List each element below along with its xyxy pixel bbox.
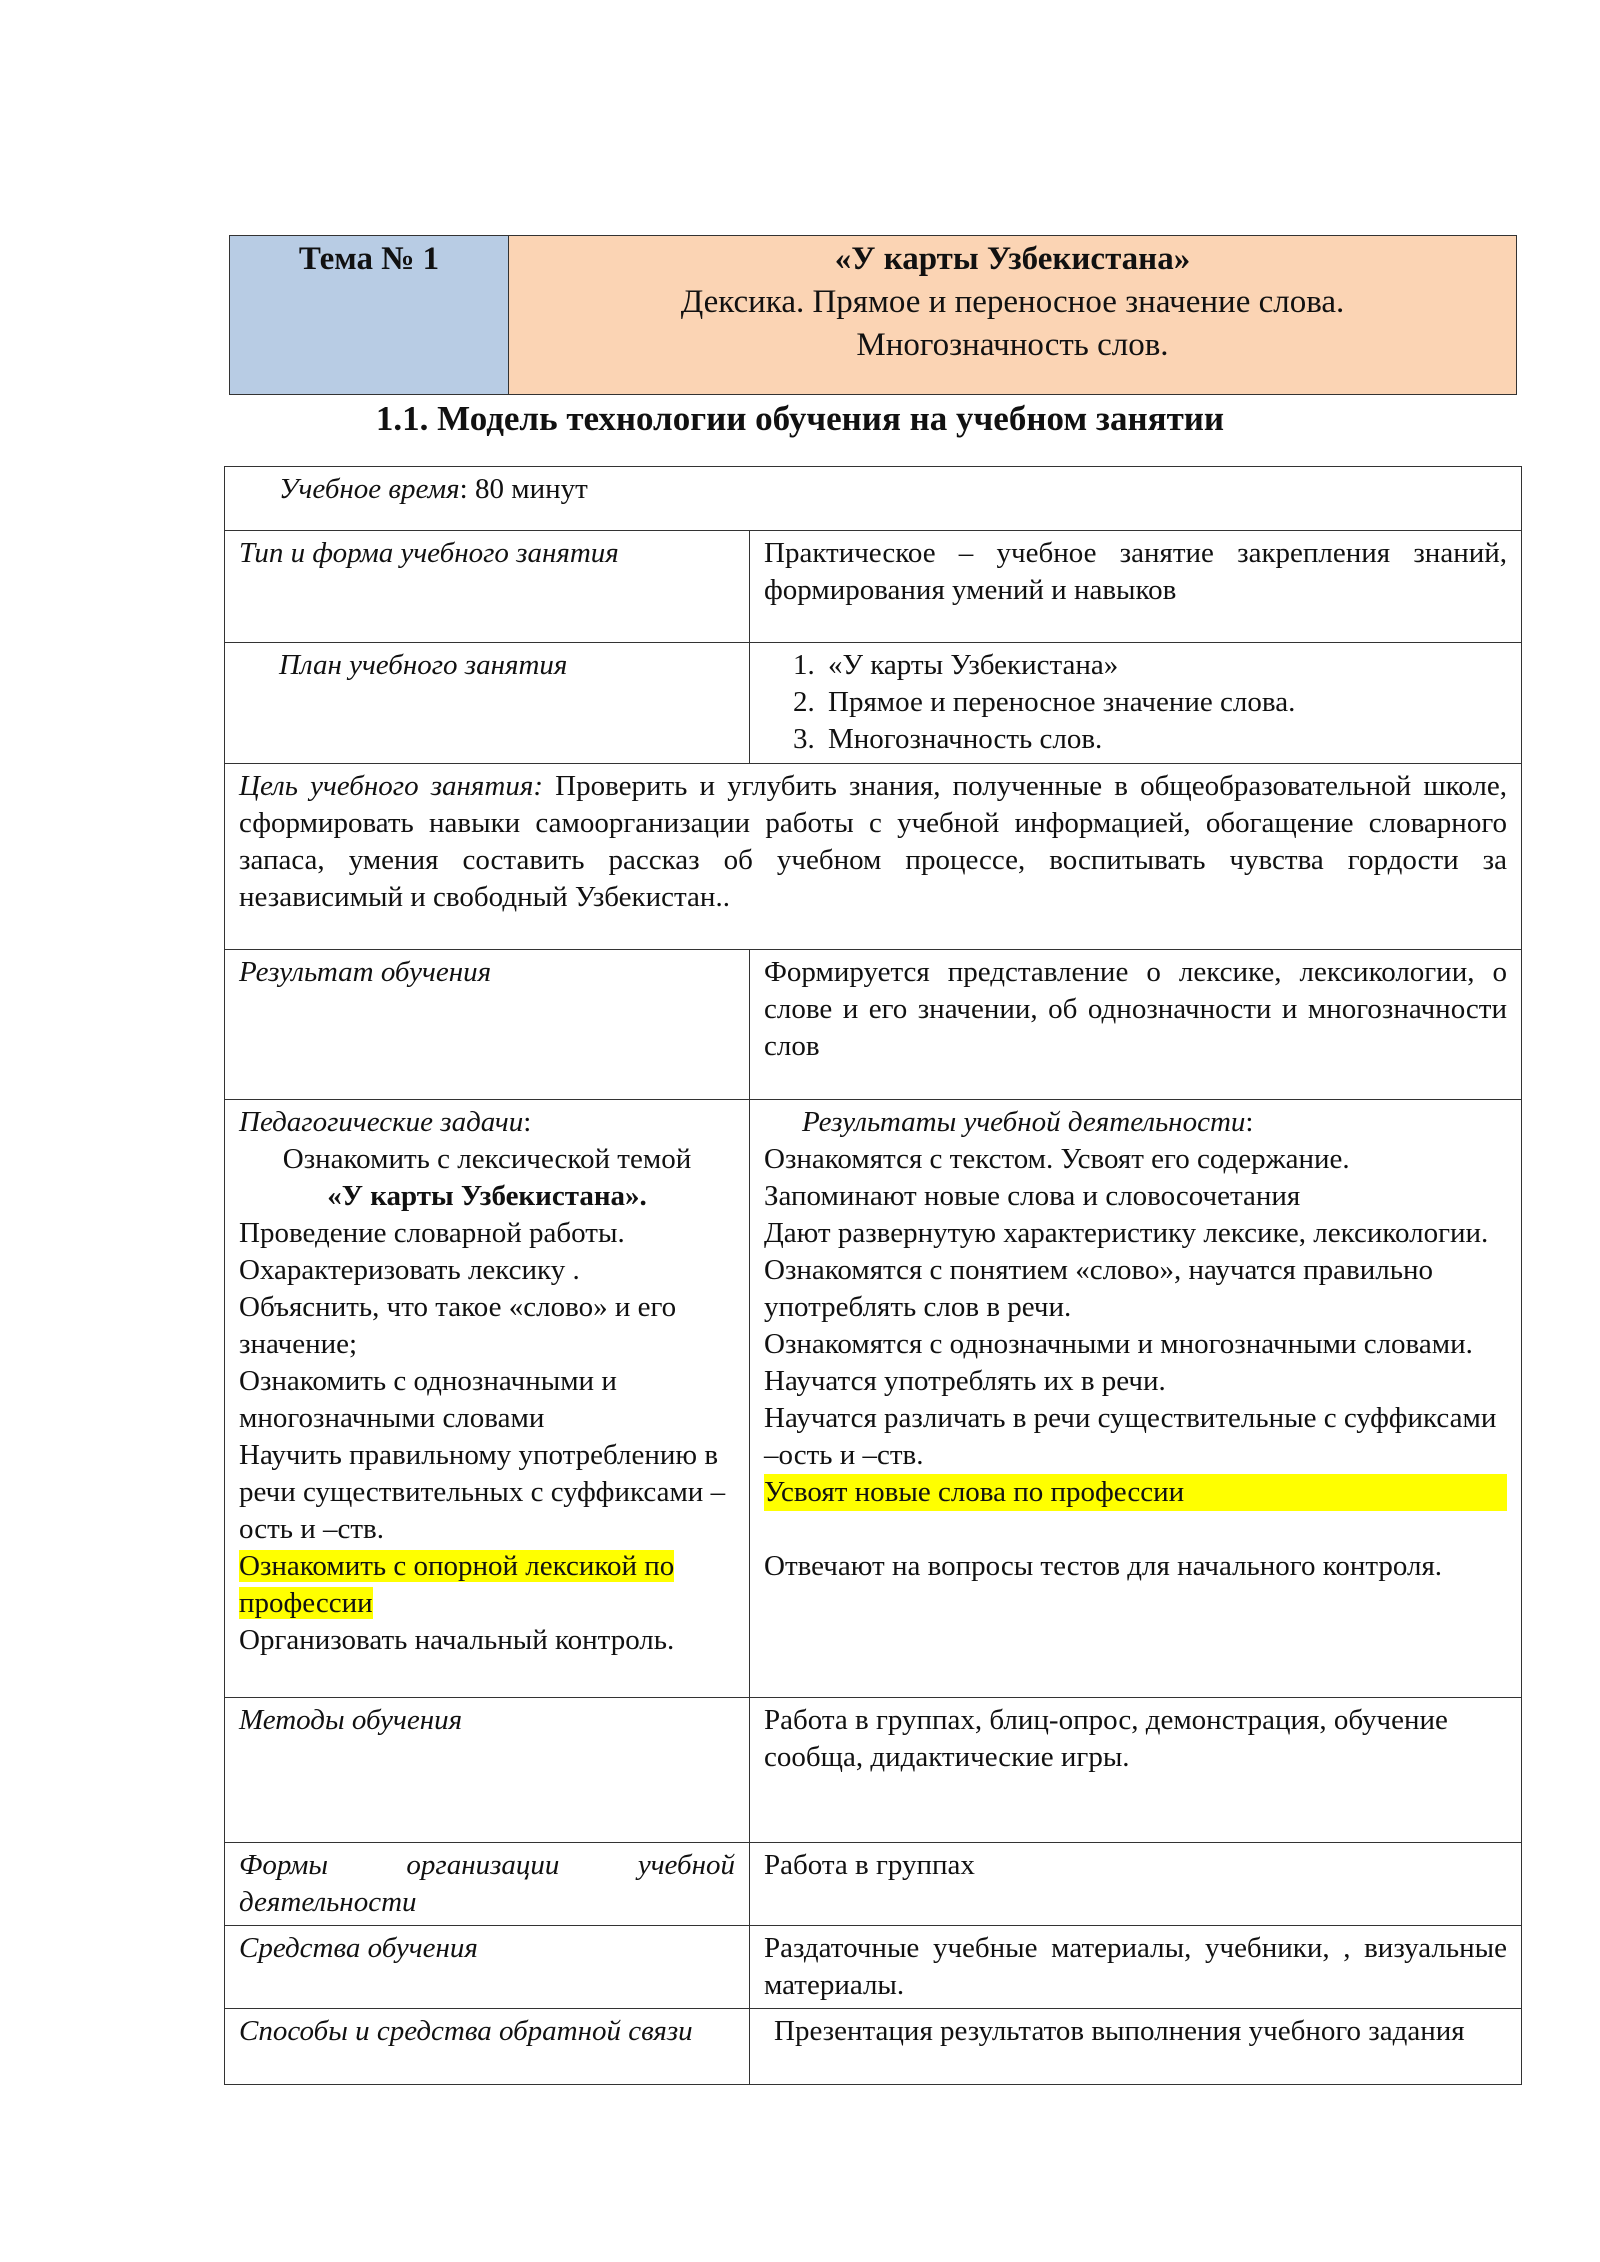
methods-value: Работа в группах, блиц-опрос, демонстрация, обучение сообща, дидактические игры. (750, 1698, 1522, 1843)
row-goal (225, 764, 1522, 950)
result-value: Формируется представление о лексике, лексикологии, о слове и его значении, об однозначности и многозначности слов (750, 950, 1522, 1100)
methods-label: Методы обучения (225, 1698, 750, 1843)
time-cell (225, 467, 1522, 531)
activity-results-last: Отвечают на вопросы тестов для начального контроля. (764, 1550, 1443, 1582)
feedback-label: Способы и средства обратной связи (225, 2009, 750, 2085)
plan-item: 2. Прямое и переносное значение слова. (822, 684, 1507, 721)
activity-result-item: Ознакомятся с текстом. Усвоят его содержание. (764, 1143, 1350, 1175)
result-label: Результат обучения (225, 950, 750, 1100)
tasks-item: Проведение словарной работы. (239, 1217, 625, 1249)
tasks-cell (225, 1100, 750, 1698)
topic-header (229, 235, 1517, 395)
activity-result-item: Ознакомятся с однозначными и многозначными словами. Научатся употреблять их в речи. (764, 1328, 1473, 1397)
tasks-label: Педагогические задачи (239, 1106, 524, 1138)
goal-text: Проверить и углубить знания, полученные в общеобразовательной школе, сформировать навыки самоорганизации работы с учебной информацией, обогащение словарного запаса, умения составить рассказ об учебном процессе, воспитывать чувства гордости за независимый и свободный Узбекистан.. (239, 770, 1507, 913)
forms-label-cell (225, 1843, 750, 1926)
forms-label-line1: Формы организации учебной (239, 1849, 735, 1881)
tasks-line2: «У карты Узбекистана». (327, 1180, 647, 1212)
activity-result-item: Дают развернутую характеристику лексике, лексикологии. (764, 1217, 1489, 1249)
tasks-item: Охарактеризовать лексику . (239, 1254, 580, 1286)
forms-label-line2: деятельности (239, 1886, 417, 1918)
means-label: Средства обучения (225, 1926, 750, 2009)
spacer (764, 1511, 1507, 1548)
time-value: : 80 минут (459, 473, 588, 505)
row-result (225, 950, 1522, 1100)
plan-item: 1. «У карты Узбекистана» (822, 647, 1507, 684)
topic-title: «У карты Узбекистана» (834, 241, 1191, 277)
type-form-value: Практическое – учебное занятие закрепления знаний, формирования умений и навыков (750, 531, 1522, 643)
activity-results-highlight: Усвоят новые слова по профессии (764, 1474, 1507, 1511)
row-methods (225, 1698, 1522, 1843)
activity-result-item: Ознакомятся с понятием «слово», научатся правильно употреблять слов в речи. (764, 1254, 1433, 1323)
means-value: Раздаточные учебные материалы, учебники, , визуальные материалы. (750, 1926, 1522, 2009)
row-plan (225, 643, 1522, 764)
time-label: Учебное время (279, 473, 460, 505)
activity-result-item: Научатся различать в речи существительные с суффиксами –ость и –ств. (764, 1402, 1497, 1471)
feedback-value: Презентация результатов выполнения учебного задания (750, 2009, 1522, 2085)
lesson-model-table (224, 466, 1522, 2085)
topic-number: Тема № 1 (230, 236, 509, 395)
topic-subtitle-line1: Дексика. Прямое и переносное значение слова. (680, 284, 1345, 320)
activity-result-item: Запоминают новые слова и словосочетания (764, 1180, 1301, 1212)
row-tasks (225, 1100, 1522, 1698)
tasks-item: Объяснить, что такое «слово» и его значение; (239, 1291, 677, 1360)
tasks-item: Ознакомить с однозначными и многозначными словами (239, 1365, 617, 1434)
row-time (225, 467, 1522, 531)
plan-item: 3. Многозначность слов. (822, 721, 1507, 758)
row-forms (225, 1843, 1522, 1926)
tasks-label-suffix: : (523, 1106, 532, 1138)
goal-cell (225, 764, 1522, 950)
activity-results-label: Результаты учебной деятельности (802, 1106, 1246, 1138)
type-form-label: Тип и форма учебного занятия (225, 531, 750, 643)
goal-label: Цель учебного занятия: (239, 770, 543, 802)
tasks-item: Научить правильному употреблению в речи существительных с суффиксами –ость и –ств. (239, 1439, 726, 1545)
plan-label: План учебного занятия (225, 643, 750, 764)
section-title: 1.1. Модель технологии обучения на учебном занятии (375, 399, 1225, 438)
forms-value: Работа в группах (750, 1843, 1522, 1926)
row-type-form (225, 531, 1522, 643)
plan-cell (750, 643, 1522, 764)
tasks-line1: Ознакомить с лексической темой (282, 1143, 692, 1175)
topic-description (509, 236, 1517, 395)
tasks-last: Организовать начальный контроль. (239, 1624, 675, 1656)
row-means (225, 1926, 1522, 2009)
topic-subtitle-line2: Многозначность слов. (856, 327, 1169, 363)
activity-results-label-suffix: : (1245, 1106, 1254, 1138)
tasks-highlight: Ознакомить с опорной лексикой по профессии (239, 1550, 675, 1619)
plan-list (764, 647, 1507, 758)
activity-results-cell (750, 1100, 1522, 1698)
row-feedback (225, 2009, 1522, 2085)
